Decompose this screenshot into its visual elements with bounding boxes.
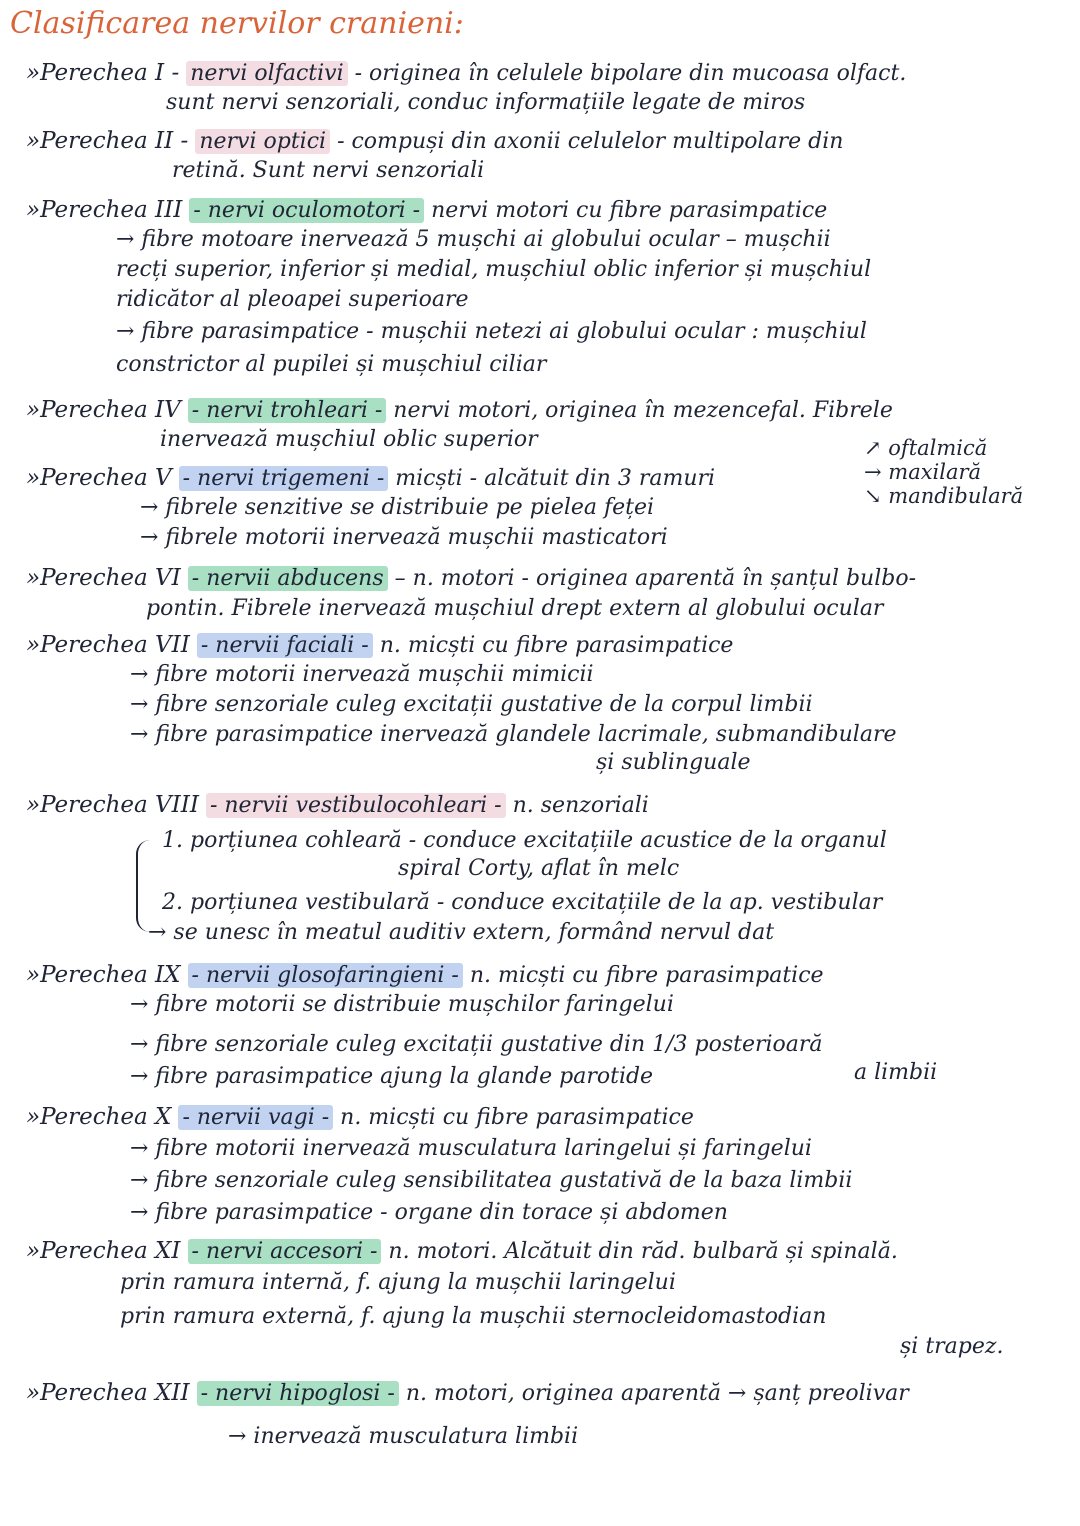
pair-detail-line: → fibre senzoriale culeg excitații gustative de la corpul limbii — [130, 692, 813, 717]
nerve-name: - nervi trigemeni - — [179, 466, 389, 491]
pair-heading-1 — [26, 58, 906, 89]
pair-heading-11 — [26, 1236, 898, 1267]
pair-label: »Perechea VIII — [26, 792, 199, 818]
pair-description: n. senzoriali — [512, 793, 649, 818]
pair-heading-7 — [26, 630, 733, 661]
pair-detail-line: → fibre senzoriale culeg excitații gustative din 1/3 posterioară — [130, 1032, 823, 1057]
pair-detail-line: → fibre motorii inervează mușchii mimicii — [130, 662, 594, 687]
nerve-name: - nervii glosofaringieni - — [188, 963, 463, 988]
pair-label: »Perechea X — [26, 1104, 172, 1130]
pair-detail-line: → fibre parasimpatice inervează glandele lacrimale, submandibulare — [130, 722, 897, 747]
pair-detail-line: și trapez. — [900, 1334, 1004, 1359]
pair-detail-line: retină. Sunt nervi senzoriali — [172, 158, 485, 183]
pair-detail-line: → fibre motoare inervează 5 mușchi ai globului ocular – mușchii — [116, 227, 831, 252]
pair-detail-line: a limbii — [854, 1060, 938, 1085]
pair-detail-line: → fibre motorii inervează musculatura laringelui și faringelui — [130, 1136, 812, 1161]
pair-description: n. motori. Alcătuit din răd. bulbară și spinală. — [388, 1239, 898, 1264]
pair-detail-line: → fibrele motorii inervează mușchii masticatori — [140, 525, 668, 550]
pair-detail-line: → fibre motorii se distribuie mușchilor faringelui — [130, 992, 674, 1017]
pair-description: nervi motori, originea în mezencefal. Fibrele — [393, 398, 893, 423]
branch-arrow-icon: ↗ — [864, 436, 889, 460]
pair-label: »Perechea VI — [26, 565, 181, 591]
pair-label: »Perechea XI — [26, 1238, 181, 1264]
pair-description: - compuși din axonii celulelor multipolare din — [337, 129, 844, 154]
nerve-name: nervi optici — [195, 129, 330, 154]
pair-detail-line: inervează mușchiul oblic superior — [160, 427, 538, 452]
branch-mandibular: ↘ mandibulară — [864, 484, 1024, 508]
pair-detail-line: → se unesc în meatul auditiv extern, formând nervul dat — [148, 920, 775, 945]
pair-description: n. micști cu fibre parasimpatice — [379, 633, 734, 658]
pair-detail-line: 2. porțiunea vestibulară - conduce excitațiile de la ap. vestibular — [162, 890, 883, 915]
nerve-name: - nervi oculomotori - — [189, 198, 424, 223]
branch-arrow-icon: → — [864, 460, 889, 484]
pair-label: »Perechea IX — [26, 962, 181, 988]
branch-maxillary: → maxilară — [864, 460, 982, 484]
pair-detail-line: → fibrele senzitive se distribuie pe pielea feței — [140, 495, 655, 520]
pair-label: »Perechea I - — [26, 60, 180, 86]
pair-description: - originea în celulele bipolare din mucoasa olfact. — [354, 61, 907, 86]
pair-heading-5 — [26, 463, 715, 494]
pair-description: n. micști cu fibre parasimpatice — [469, 963, 824, 988]
pair-heading-9 — [26, 960, 824, 991]
nerve-name: - nervii vagi - — [178, 1105, 333, 1130]
pair-label: »Perechea II - — [26, 128, 189, 154]
pair-label: »Perechea V — [26, 465, 172, 491]
pair-detail-line: → inervează musculatura limbii — [228, 1424, 579, 1449]
pair-description: micști - alcătuit din 3 ramuri — [395, 466, 716, 491]
pair-description: – n. motori - originea aparentă în șanțul bulbo- — [394, 566, 917, 591]
pair-detail-line: prin ramura externă, f. ajung la mușchii sternocleidomastodian — [120, 1304, 827, 1329]
pair-description: nervi motori cu fibre parasimpatice — [431, 198, 828, 223]
pair-heading-4 — [26, 395, 893, 426]
pair-detail-line: prin ramura internă, f. ajung la mușchii laringelui — [120, 1270, 676, 1295]
pair-heading-3 — [26, 195, 827, 226]
pair-detail-line: ridicător al pleoapei superioare — [116, 287, 469, 312]
nerve-name: nervi olfactivi — [186, 61, 347, 86]
pair-detail-line: 1. porțiunea cohleară - conduce excitațiile acustice de la organul — [162, 828, 887, 853]
pair-detail-line: → fibre parasimpatice - organe din torace și abdomen — [130, 1200, 728, 1225]
pair-description: n. motori, originea aparentă → șanț preolivar — [405, 1381, 909, 1406]
pair-detail-line: → fibre senzoriale culeg sensibilitatea gustativă de la baza limbii — [130, 1168, 853, 1193]
pair-detail-line: recți superior, inferior și medial, mușchiul oblic inferior și mușchiul — [116, 257, 872, 282]
pair-detail-line: sunt nervi senzoriali, conduc informațiile legate de miros — [166, 90, 806, 115]
pair-label: »Perechea IV — [26, 397, 181, 423]
nerve-name: - nervii faciali - — [197, 633, 373, 658]
pair-detail-line: constrictor al pupilei și mușchiul ciliar — [116, 352, 547, 377]
pair-heading-8 — [26, 790, 649, 821]
nerve-name: - nervi trohleari - — [188, 398, 387, 423]
pair-heading-10 — [26, 1102, 694, 1133]
pair-heading-6 — [26, 563, 916, 594]
pair-label: »Perechea VII — [26, 632, 190, 658]
pair-heading-2 — [26, 126, 843, 157]
nerve-name: - nervi accesori - — [188, 1239, 382, 1264]
pair-detail-line: → fibre parasimpatice ajung la glande parotide — [130, 1064, 654, 1089]
nerve-name: - nervii abducens — [188, 566, 388, 591]
nerve-name: - nervii vestibulocohleari - — [206, 793, 506, 818]
nerve-name: - nervi hipoglosi - — [197, 1381, 399, 1406]
pair-detail-line: pontin. Fibrele inervează mușchiul drept extern al globului ocular — [146, 596, 884, 621]
branch-arrow-icon: ↘ — [864, 484, 889, 508]
pair-detail-line: → fibre parasimpatice - mușchii netezi ai globului ocular : mușchiul — [116, 319, 867, 344]
pair-detail-line: și sublinguale — [596, 750, 751, 775]
pair-heading-12 — [26, 1378, 909, 1409]
pair-label: »Perechea XII — [26, 1380, 190, 1406]
branch-ophthalmic: ↗ oftalmică — [864, 436, 988, 460]
pair-description: n. micști cu fibre parasimpatice — [340, 1105, 694, 1130]
pair-detail-line: spiral Corty, aflat în melc — [398, 856, 680, 881]
page-title: Clasificarea nervilor cranieni: — [10, 6, 464, 41]
pair-label: »Perechea III — [26, 197, 183, 223]
